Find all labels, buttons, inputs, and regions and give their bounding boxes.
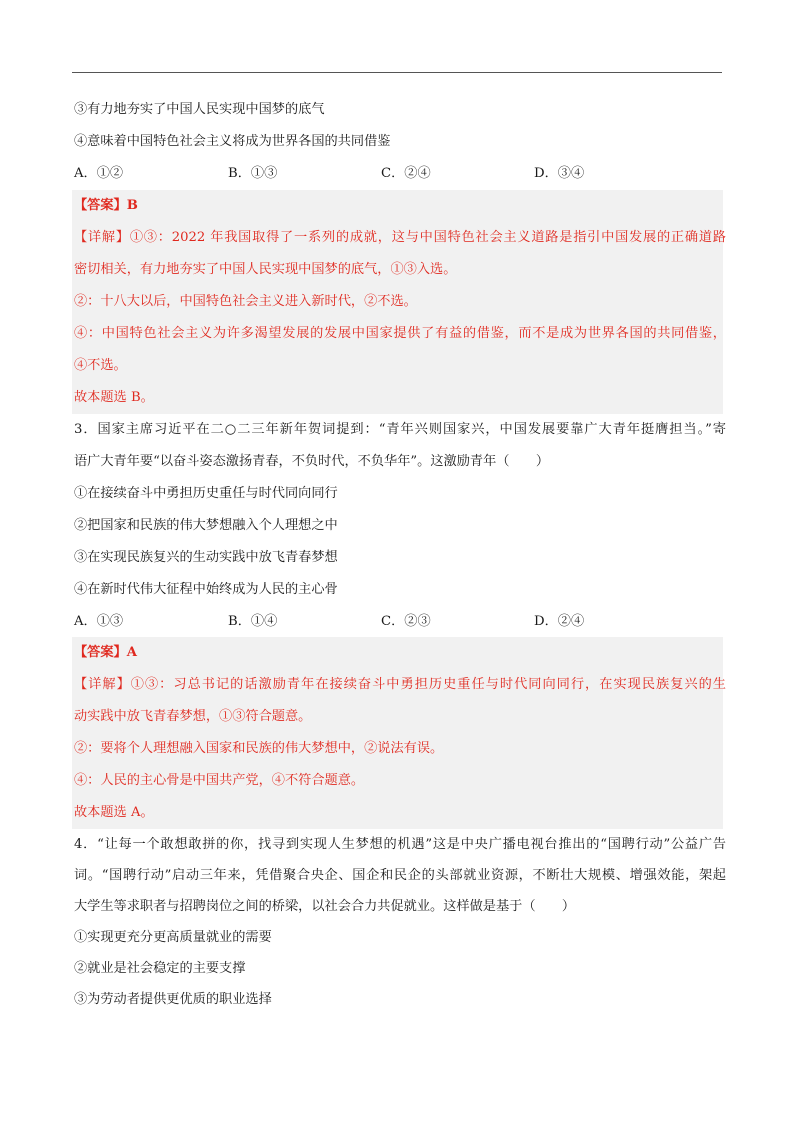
q2-option-c: C．②④ <box>381 166 431 181</box>
q3-detail-line-4: ④：人民的主心骨是中国共产党，④不符合题意。 <box>74 773 365 788</box>
q3-stem-line-1: 3．国家主席习近平在二○二三年新年贺词提到：“青年兴则国家兴，中国发展要靠广大青年挺膺担当。”寄 <box>74 422 726 437</box>
q3-answer: 【答案】A <box>74 645 137 660</box>
q3-item-3: ③在实现民族复兴的生动实践中放飞青春梦想 <box>74 550 338 565</box>
q4-stem-line-3: 大学生等求职者与招聘岗位之间的桥梁，以社会合力共促就业。这样做是基于（ ） <box>74 899 576 914</box>
q3-option-b: B．①④ <box>228 614 278 629</box>
q3-option-c: C．②③ <box>381 614 431 629</box>
q3-options <box>74 606 726 638</box>
q4-item-3: ③为劳动者提供更优质的职业选择 <box>74 992 272 1007</box>
q3-detail-line-2: 动实践中放飞青春梦想，①③符合题意。 <box>74 709 312 724</box>
q2-detail-line-3: ②：十八大以后，中国特色社会主义进入新时代，②不选。 <box>74 294 417 309</box>
q2-options <box>74 158 726 190</box>
q2-detail-line-2: 密切相关，有力地夯实了中国人民实现中国梦的底气，①③入选。 <box>74 262 457 277</box>
q3-item-2: ②把国家和民族的伟大梦想融入个人理想之中 <box>74 518 338 533</box>
q2-option-d: D．③④ <box>534 166 585 181</box>
q2-conclusion: 故本题选 B。 <box>74 390 154 405</box>
q2-detail-line-4: ④：中国特色社会主义为许多渴望发展的发展中国家提供了有益的借鉴，而不是成为世界各国的共同借鉴， <box>74 326 726 341</box>
q2-option-b: B．①③ <box>228 166 278 181</box>
q4-item-2: ②就业是社会稳定的主要支撑 <box>74 961 246 976</box>
q2-option-a: A．①② <box>74 166 124 181</box>
q2-detail-line-5: ④不选。 <box>74 358 127 373</box>
q2-answer: 【答案】B <box>74 198 138 213</box>
q4-item-1: ①实现更充分更高质量就业的需要 <box>74 930 272 945</box>
q4-stem-line-2: 词。“国聘行动”启动三年来，凭借聚合央企、国企和民企的头部就业资源，不断壮大规模、增强效能，架起 <box>74 868 726 883</box>
q3-option-a: A．①③ <box>74 614 124 629</box>
q3-detail-line-1: 【详解】①③：习总书记的话激励青年在接续奋斗中勇担历史重任与时代同向同行，在实现民族复兴的生 <box>74 677 726 692</box>
q4-stem-line-1: 4．“让每一个敢想敢拼的你，找寻到实现人生梦想的机遇”这是中央广播电视台推出的“国聘行动”公益广告 <box>74 837 726 852</box>
q2-item-3: ③有力地夯实了中国人民实现中国梦的底气 <box>74 102 325 117</box>
q3-stem-line-2: 语广大青年要“以奋斗姿态激扬青春，不负时代，不负华年”。这激励青年（ ） <box>74 454 550 469</box>
q3-detail-line-3: ②：要将个人理想融入国家和民族的伟大梦想中，②说法有误。 <box>74 741 444 756</box>
q3-item-4: ④在新时代伟大征程中始终成为人民的主心骨 <box>74 582 338 597</box>
q3-item-1: ①在接续奋斗中勇担历史重任与时代同向同行 <box>74 486 338 501</box>
q3-option-d: D．②④ <box>534 614 585 629</box>
q3-conclusion: 故本题选 A。 <box>74 805 154 820</box>
q2-item-4: ④意味着中国特色社会主义将成为世界各国的共同借鉴 <box>74 134 391 149</box>
header-rule <box>72 72 722 73</box>
q2-detail-line-1: 【详解】①③：2022 年我国取得了一系列的成就，这与中国特色社会主义道路是指引中国发展的正确道路 <box>74 230 726 245</box>
